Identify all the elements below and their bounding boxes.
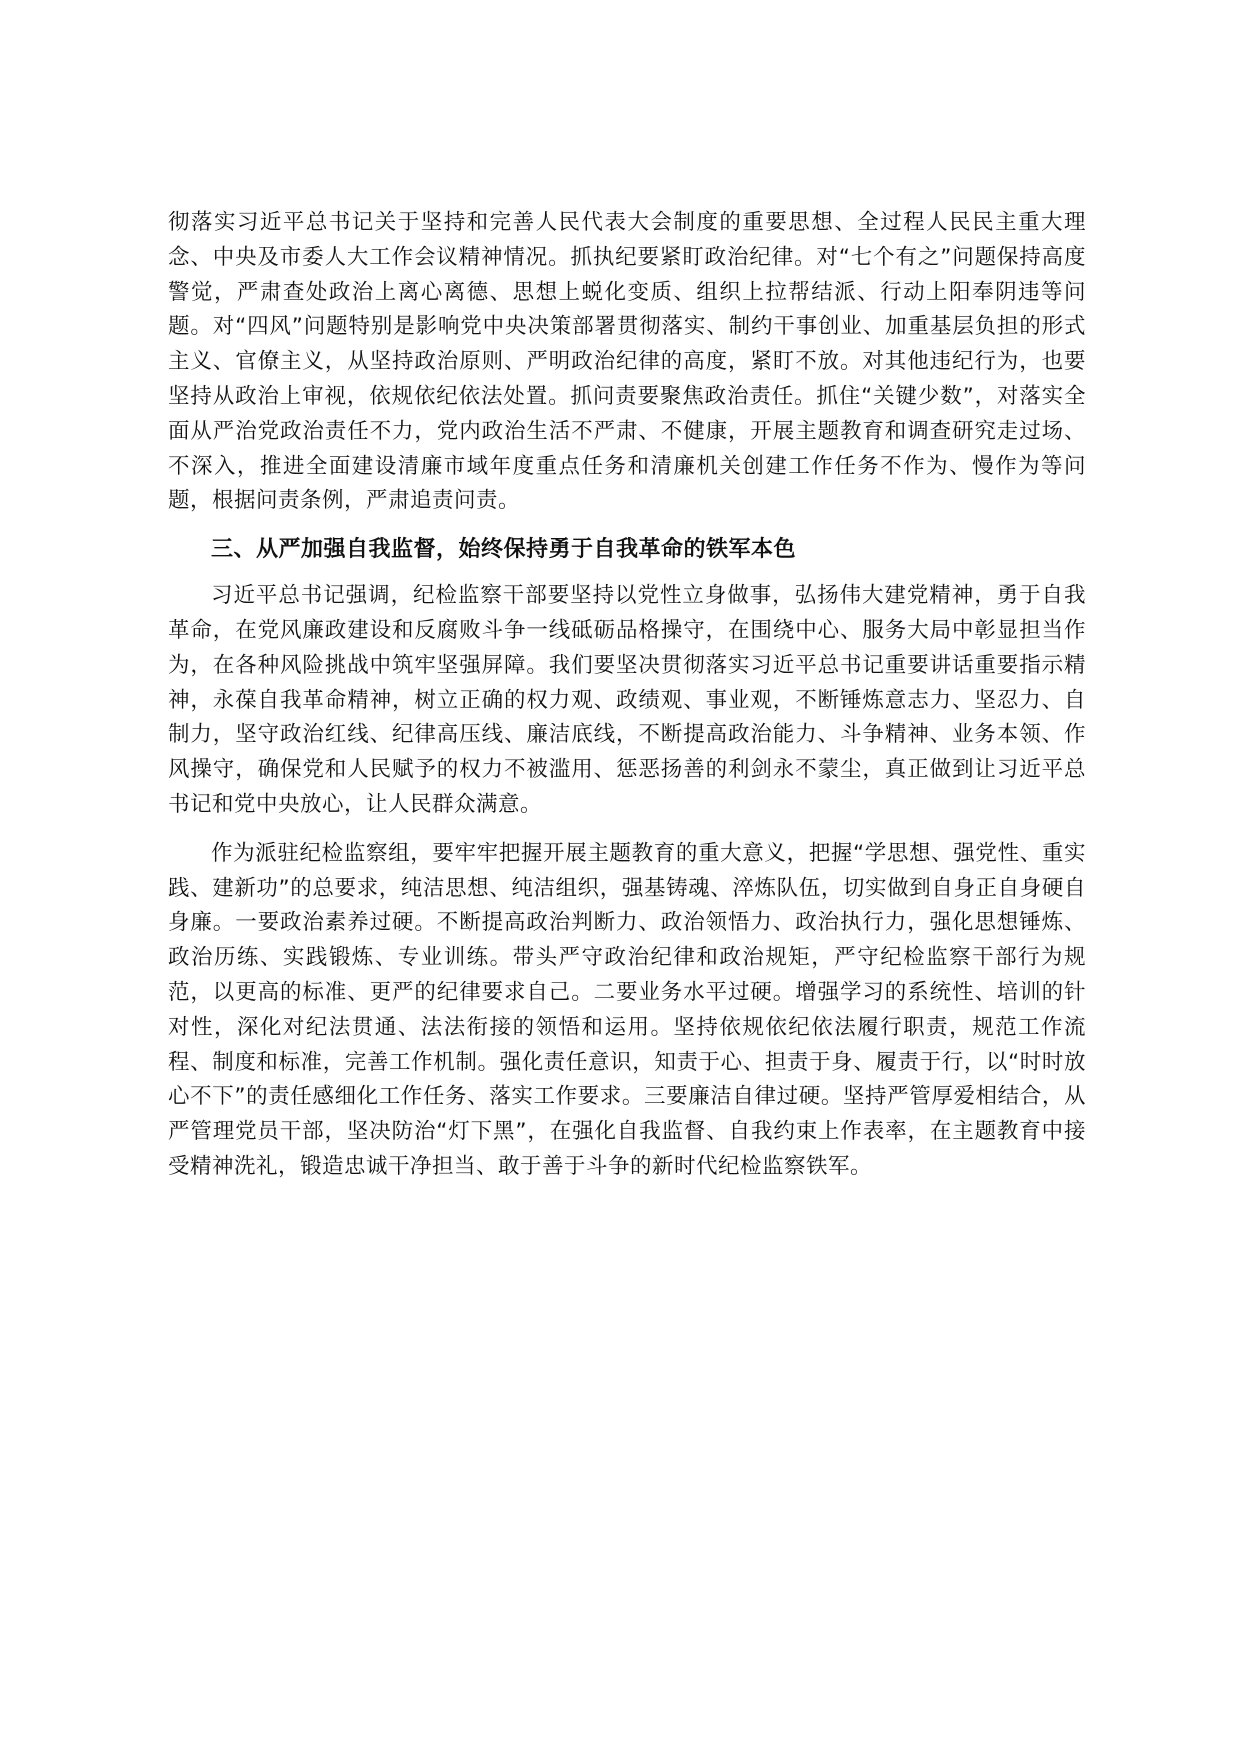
paragraph-continuation: 彻落实习近平总书记关于坚持和完善人民代表大会制度的重要思想、全过程人民民主重大理念、中央及市委人大工作会议精神情况。抓执纪要紧盯政治纪律。对“七个有之”问题保持高度警觉，严肃查处政治上离心离德、思想上蜕化变质、组织上拉帮结派、行动上阳奉阴违等问题。对“四风”问题特别是影响党中央决策部署贯彻落实、制约干事创业、加重基层负担的形式主义、官僚主义，从坚持政治原则、严明政治纪律的高度，紧盯不放。对其他违纪行为，也要坚持从政治上审视，依规依纪依法处置。抓问责要聚焦政治责任。抓住“关键少数”，对落实全面从严治党政治责任不力，党内政治生活不严肃、不健康，开展主题教育和调查研究走过场、不深入，推进全面建设清廉市域年度重点任务和清廉机关创建工作任务不作为、慢作为等问题，根据问责条例，严肃追责问责。	[168, 210, 1086, 514]
section-heading: 三、从严加强自我监督，始终保持勇于自我革命的铁军本色	[211, 537, 797, 563]
document-page	[168, 206, 1086, 1199]
paragraph: 作为派驻纪检监察组，要牢牢把握开展主题教育的重大意义，把握“学思想、强党性、重实践、建新功”的总要求，纯洁思想、纯洁组织，强基铸魂、淬炼队伍，切实做到自身正自身硬自身廉。一要政治素养过硬。不断提高政治判断力、政治领悟力、政治执行力，强化思想锤炼、政治历练、实践锻炼、专业训练。带头严守政治纪律和政治规矩，严守纪检监察干部行为规范，以更高的标准、更严的纪律要求自己。二要业务水平过硬。增强学习的系统性、培训的针对性，深化对纪法贯通、法法衔接的领悟和运用。坚持依规依纪依法履行职责，规范工作流程、制度和标准，完善工作机制。强化责任意识，知责于心、担责于身、履责于行，以“时时放心不下”的责任感细化工作任务、落实工作要求。三要廉洁自律过硬。坚持严管厚爱相结合，从严管理党员干部，坚决防治“灯下黑”，在强化自我监督、自我约束上作表率，在主题教育中接受精神洗礼，锻造忠诚干净担当、敢于善于斗争的新时代纪检监察铁军。	[168, 840, 1086, 1179]
paragraph: 习近平总书记强调，纪检监察干部要坚持以党性立身做事，弘扬伟大建党精神，勇于自我革命，在党风廉政建设和反腐败斗争一线砥砺品格操守，在围绕中心、服务大局中彰显担当作为，在各种风险挑战中筑牢坚强屏障。我们要坚决贯彻落实习近平总书记重要讲话重要指示精神，永葆自我革命精神，树立正确的权力观、政绩观、事业观，不断锤炼意志力、坚忍力、自制力，坚守政治红线、纪律高压线、廉洁底线，不断提高政治能力、斗争精神、业务本领、作风操守，确保党和人民赋予的权力不被滥用、惩恶扬善的利剑永不蒙尘，真正做到让习近平总书记和党中央放心，让人民群众满意。	[168, 583, 1086, 817]
